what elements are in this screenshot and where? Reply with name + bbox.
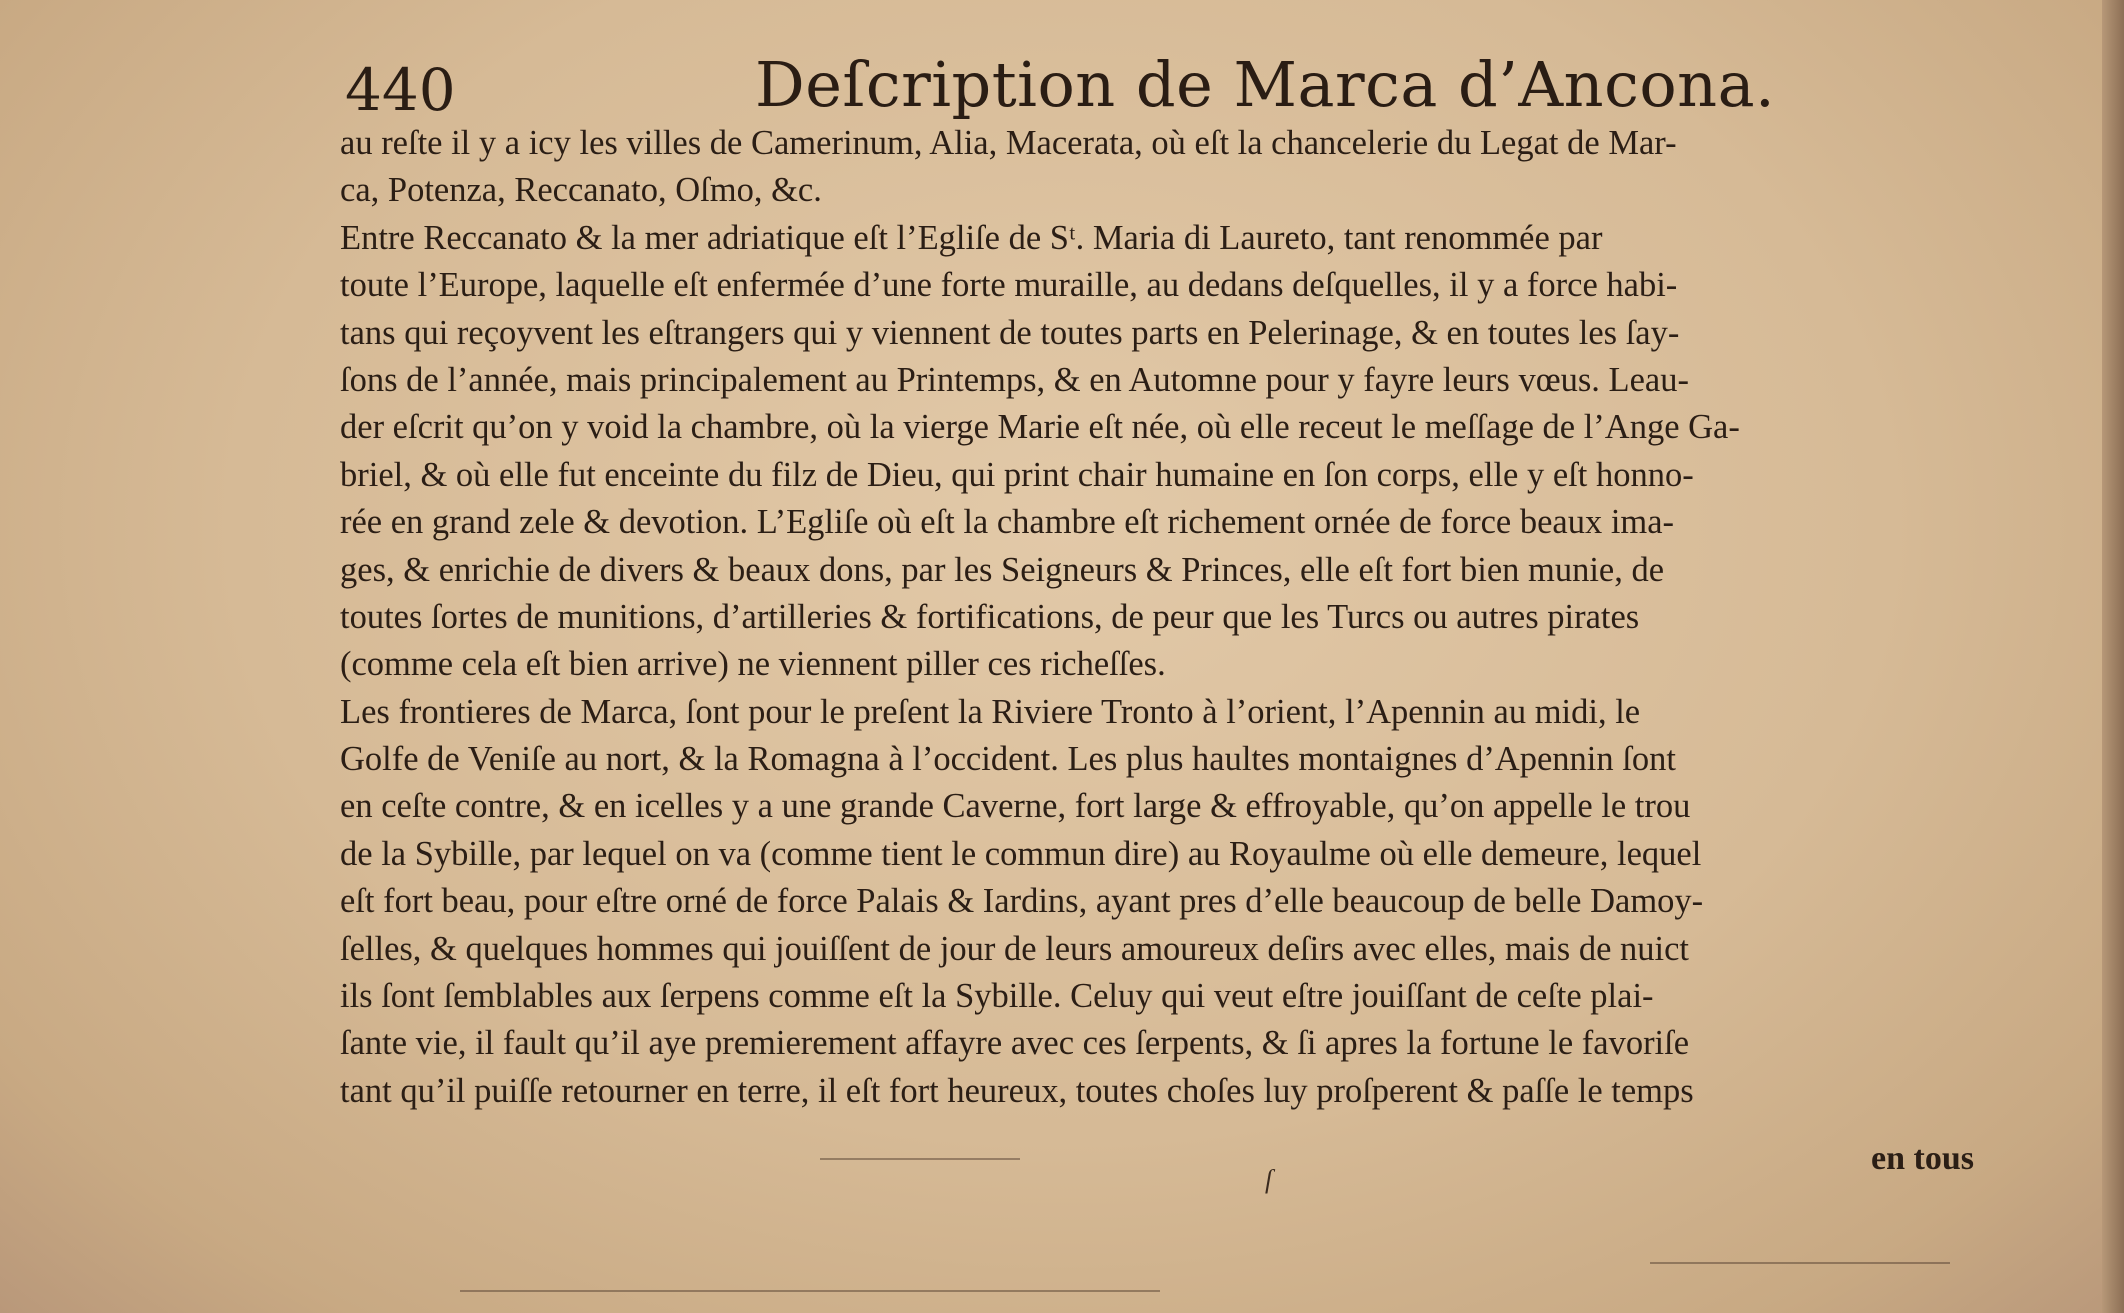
text-line: toute l’Europe, laquelle eſt enfermée d’une forte muraille, au dedans deſquelles, il y a force habi- xyxy=(340,266,1678,305)
text-line: ges, & enrichie de divers & beaux dons, par les Seigneurs & Princes, elle eſt fort bien munie, de xyxy=(340,550,1665,589)
text-line: Golfe de Veniſe au nort, & la Romagna à l’occident. Les plus haultes montaignes d’Apennin ſont xyxy=(340,740,1676,779)
text-line: eſt fort beau, pour eſtre orné de force Palais & Iardins, ayant pres d’elle beaucoup de belle Damoy- xyxy=(340,882,1704,921)
text-line: tant qu’il puiſſe retourner en terre, il eſt fort heureux, toutes choſes luy proſperent & paſſe le temps xyxy=(340,1071,1694,1110)
text-line: ſons de l’année, mais principalement au Printemps, & en Automne pour y fayre leurs vœus. Leau- xyxy=(340,360,1689,399)
bleed-through-line xyxy=(1650,1262,1950,1264)
running-title: Deſcription de Marca d’Ancona. xyxy=(755,48,1776,121)
text-line: Entre Reccanato & la mer adriatique eſt l’Egliſe de Sᵗ. Maria di Laureto, tant renommée par xyxy=(340,218,1603,257)
text-line: ſelles, & quelques hommes qui jouiſſent de jour de leurs amoureux deſirs avec elles, mais de nuict xyxy=(340,929,1689,968)
text-line: tans qui reçoyvent les eſtrangers qui y viennent de toutes parts en Pelerinage, & en toutes les ſay- xyxy=(340,313,1680,352)
text-line: au reſte il y a icy les villes de Camerinum, Alia, Macerata, où eſt la chancelerie du Legat de Mar- xyxy=(340,124,1677,162)
page-header xyxy=(345,48,1985,123)
text-line: en ceſte contre, & en icelles y a une grande Caverne, fort large & effroyable, qu’on appelle le trou xyxy=(340,787,1691,826)
catchword: en tous xyxy=(1871,1140,1974,1177)
bleed-through-line xyxy=(460,1290,1160,1292)
text-line: ils ſont ſemblables aux ſerpens comme eſt la Sybille. Celuy qui veut eſtre jouiſſant de ceſte plai- xyxy=(340,977,1654,1016)
text-line: briel, & où elle fut enceinte du filz de Dieu, qui print chair humaine en ſon corps, elle y eſt honno- xyxy=(340,455,1694,494)
bleed-through-line xyxy=(820,1158,1020,1160)
text-line: ca, Potenza, Reccanato, Oſmo, &c. xyxy=(340,171,822,210)
page-number: 440 xyxy=(345,56,456,124)
text-line: (comme cela eſt bien arrive) ne viennent piller ces richeſſes. xyxy=(340,645,1166,684)
body-text xyxy=(340,120,1980,1115)
text-line: der eſcrit qu’on y void la chambre, où la vierge Marie eſt née, où elle receut le meſſage de l’Ange Ga- xyxy=(340,408,1740,447)
text-line: toutes ſortes de munitions, d’artilleries & fortifications, de peur que les Turcs ou autres pirates xyxy=(340,597,1640,636)
text-line: ſante vie, il fault qu’il aye premierement affayre avec ces ſerpents, & ſi apres la fortune le favoriſe xyxy=(340,1024,1690,1063)
text-line: rée en grand zele & devotion. L’Egliſe où eſt la chambre eſt richement ornée de force beaux ima- xyxy=(340,503,1675,542)
ink-mark: ſ xyxy=(1265,1165,1273,1194)
text-line: de la Sybille, par lequel on va (comme tient le commun dire) au Royaulme où elle demeure, lequel xyxy=(340,834,1702,873)
text-line: Les frontieres de Marca, ſont pour le preſent la Riviere Tronto à l’orient, l’Apennin au midi, le xyxy=(340,692,1641,731)
